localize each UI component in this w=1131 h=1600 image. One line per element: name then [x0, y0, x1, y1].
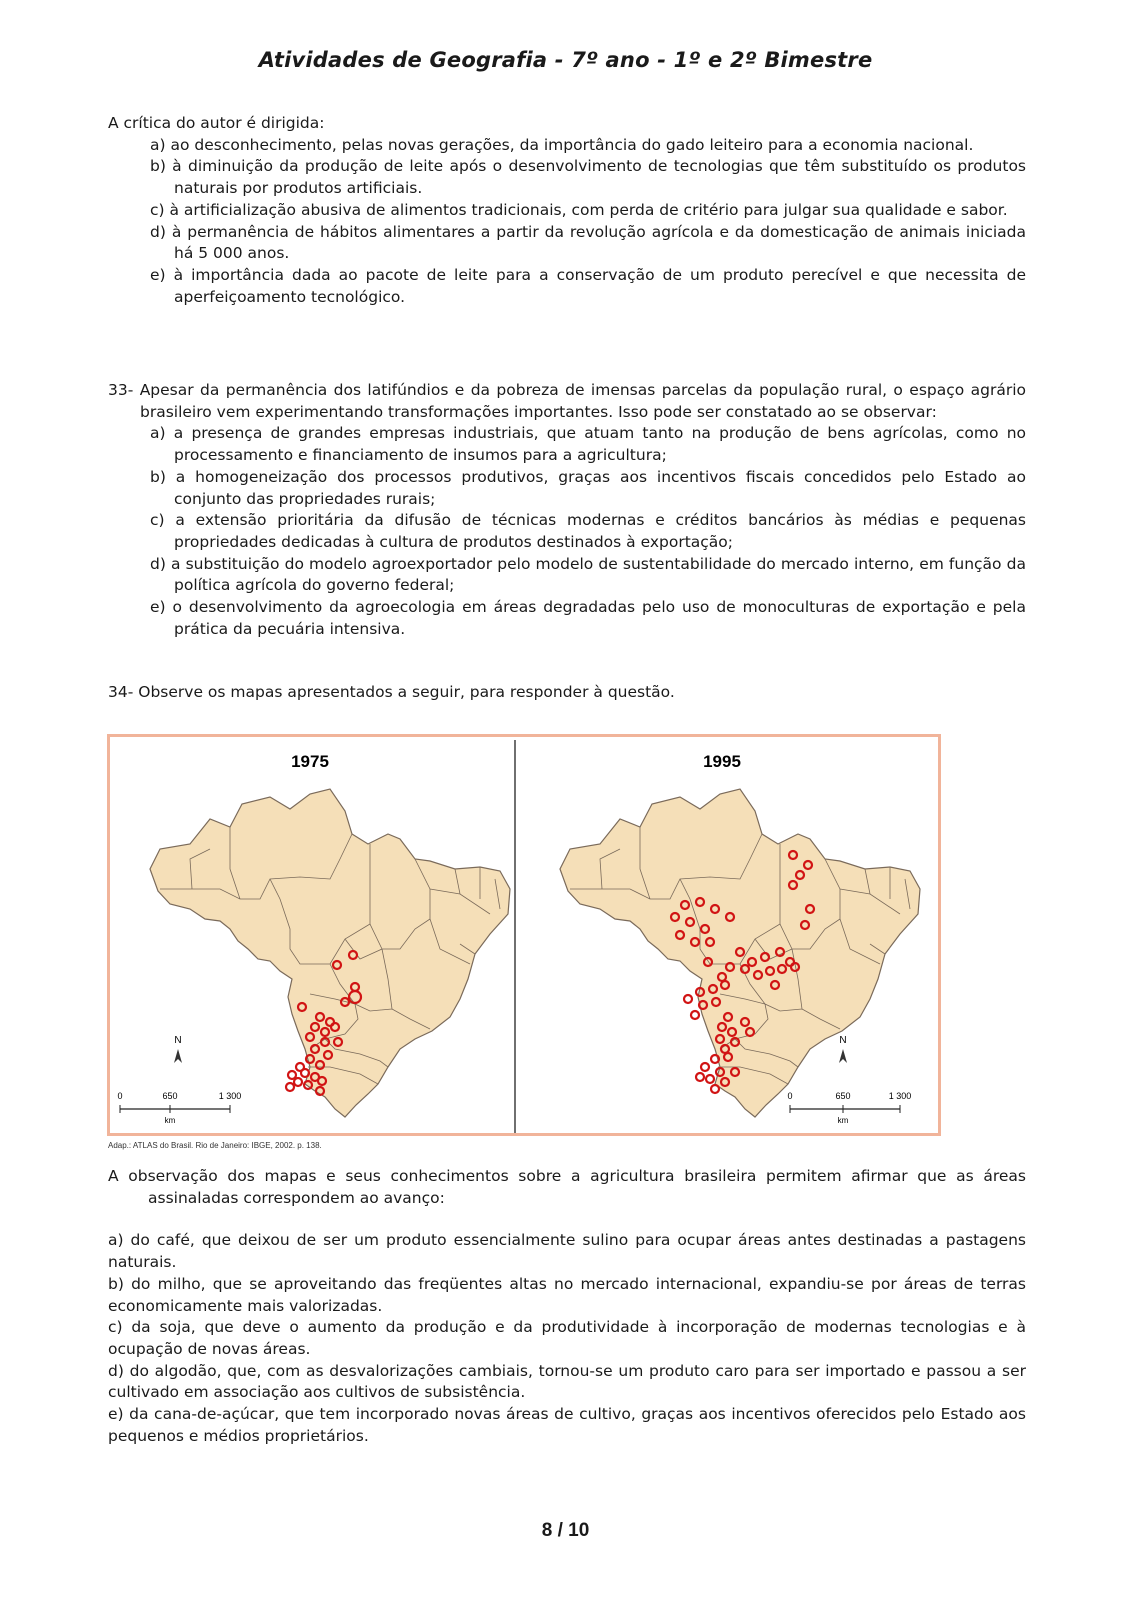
q34-option-d: d) do algodão, que, com as desvalorizações cambiais, tornou-se um produto caro para ser importado e passou a ser cultivado em associação aos cultivos de subsistência.	[108, 1361, 1026, 1402]
map-1975	[117, 752, 510, 1125]
q33-option-c: c) a extensão prioritária da difusão de técnicas modernas e créditos bancários às médias e pequenas propriedades dedicadas à cultura de produtos destinados à exportação;	[150, 511, 1026, 551]
q34-option-e: e) da cana-de-açúcar, que tem incorporado novas áreas de cultivo, graças aos incentivos oferecidos pelo Estado aos pequenos e médios proprietários.	[108, 1405, 1026, 1445]
q32-option-e: e) à importância dada ao pacote de leite para a conservação de um produto perecível e que necessita de aperfeiçoamento tecnológico.	[150, 265, 1026, 306]
map-1975-scale	[117, 1091, 241, 1125]
q33-stem: 33- Apesar da permanência dos latifúndios e da pobreza de imensas parcelas da população rural, o espaço agrário brasileiro vem experimentando transformações importantes. Isso pode ser constatado ao se observar:	[108, 381, 1026, 421]
q33-option-e: e) o desenvolvimento da agroecologia em áreas degradadas pelo uso de monoculturas de exportação e pela prática da pecuária intensiva.	[150, 598, 1026, 638]
q34-option-b: b) do milho, que se aproveitando das freqüentes altas no mercado internacional, expandiu-se por áreas de terras economicamente mais valorizadas.	[108, 1274, 1026, 1315]
q33-option-d: d) a substituição do modelo agroexportador pelo modelo de sustentabilidade do mercado interno, em função da política agrícola do governo federal;	[150, 554, 1026, 595]
q33-option-a: a) a presença de grandes empresas industriais, que atuam tanto na produção de bens agrícolas, como no processamento e financiamento de insumos para a agricultura;	[150, 424, 1026, 465]
map-1995-scale	[787, 1091, 911, 1125]
q32-option-a: a) ao desconhecimento, pelas novas gerações, da importância do gado leiteiro para a economia nacional.	[150, 135, 974, 154]
map-source-caption: Adap.: ATLAS do Brasil. Rio de Janeiro: IBGE, 2002. p. 138.	[108, 1141, 322, 1150]
q32-intro: A crítica do autor é dirigida:	[108, 114, 325, 132]
question-33	[108, 380, 1026, 640]
q34-stem: 34- Observe os mapas apresentados a seguir, para responder à questão.	[108, 683, 675, 701]
svg-text:km: km	[837, 1116, 849, 1125]
svg-text:km: km	[164, 1116, 176, 1125]
q34-option-a: a) do café, que deixou de ser um produto essencialmente sulino para ocupar áreas antes destinadas a pastagens naturais.	[108, 1231, 1026, 1272]
svg-text:0: 0	[787, 1091, 793, 1101]
map-1975-north-arrow-icon	[174, 1049, 182, 1063]
q32-option-c: c) à artificialização abusiva de alimentos tradicionais, com perda de critério para julgar sua qualidade e sabor.	[150, 200, 1008, 219]
page-number: 8 / 10	[541, 1520, 590, 1541]
map-1975-title: 1975	[291, 752, 329, 771]
question-34-body	[108, 1166, 1026, 1447]
map-1995-north-label: N	[839, 1035, 847, 1046]
question-34	[108, 682, 1026, 704]
svg-text:650: 650	[835, 1091, 851, 1101]
q32-option-d: d) à permanência de hábitos alimentares a partir da revolução agrícola e da domesticação de animais iniciada há 5 000 anos.	[150, 222, 1026, 263]
q33-option-b: b) a homogeneização dos processos produtivos, graças aos incentivos fiscais concedidos pelo Estado ao conjunto das propriedades rurais;	[150, 467, 1026, 508]
map-1995-north-arrow-icon	[839, 1049, 847, 1063]
svg-text:0: 0	[117, 1091, 123, 1101]
map-1975-north-label: N	[174, 1035, 182, 1046]
brazil-maps-figure	[107, 734, 941, 1136]
svg-text:1 300: 1 300	[218, 1091, 242, 1101]
map-1995-title: 1995	[703, 752, 741, 771]
question-32	[108, 113, 1026, 308]
svg-text:1 300: 1 300	[888, 1091, 912, 1101]
page-header: Atividades de Geografia - 7º ano - 1º e 2º Bimestre	[258, 48, 873, 72]
svg-text:650: 650	[162, 1091, 178, 1101]
maps-svg	[110, 737, 938, 1133]
q34-question: A observação dos mapas e seus conhecimentos sobre a agricultura brasileira permitem afirmar que as áreas assinaladas correspondem ao avanço:	[108, 1167, 1026, 1207]
map-1995	[560, 752, 920, 1125]
q34-option-c: c) da soja, que deve o aumento da produção e da produtividade à incorporação de modernas tecnologias e à ocupação de novas áreas.	[108, 1318, 1026, 1358]
q32-option-b: b) à diminuição da produção de leite após o desenvolvimento de tecnologias que têm substituído os produtos naturais por produtos artificiais.	[150, 157, 1026, 198]
